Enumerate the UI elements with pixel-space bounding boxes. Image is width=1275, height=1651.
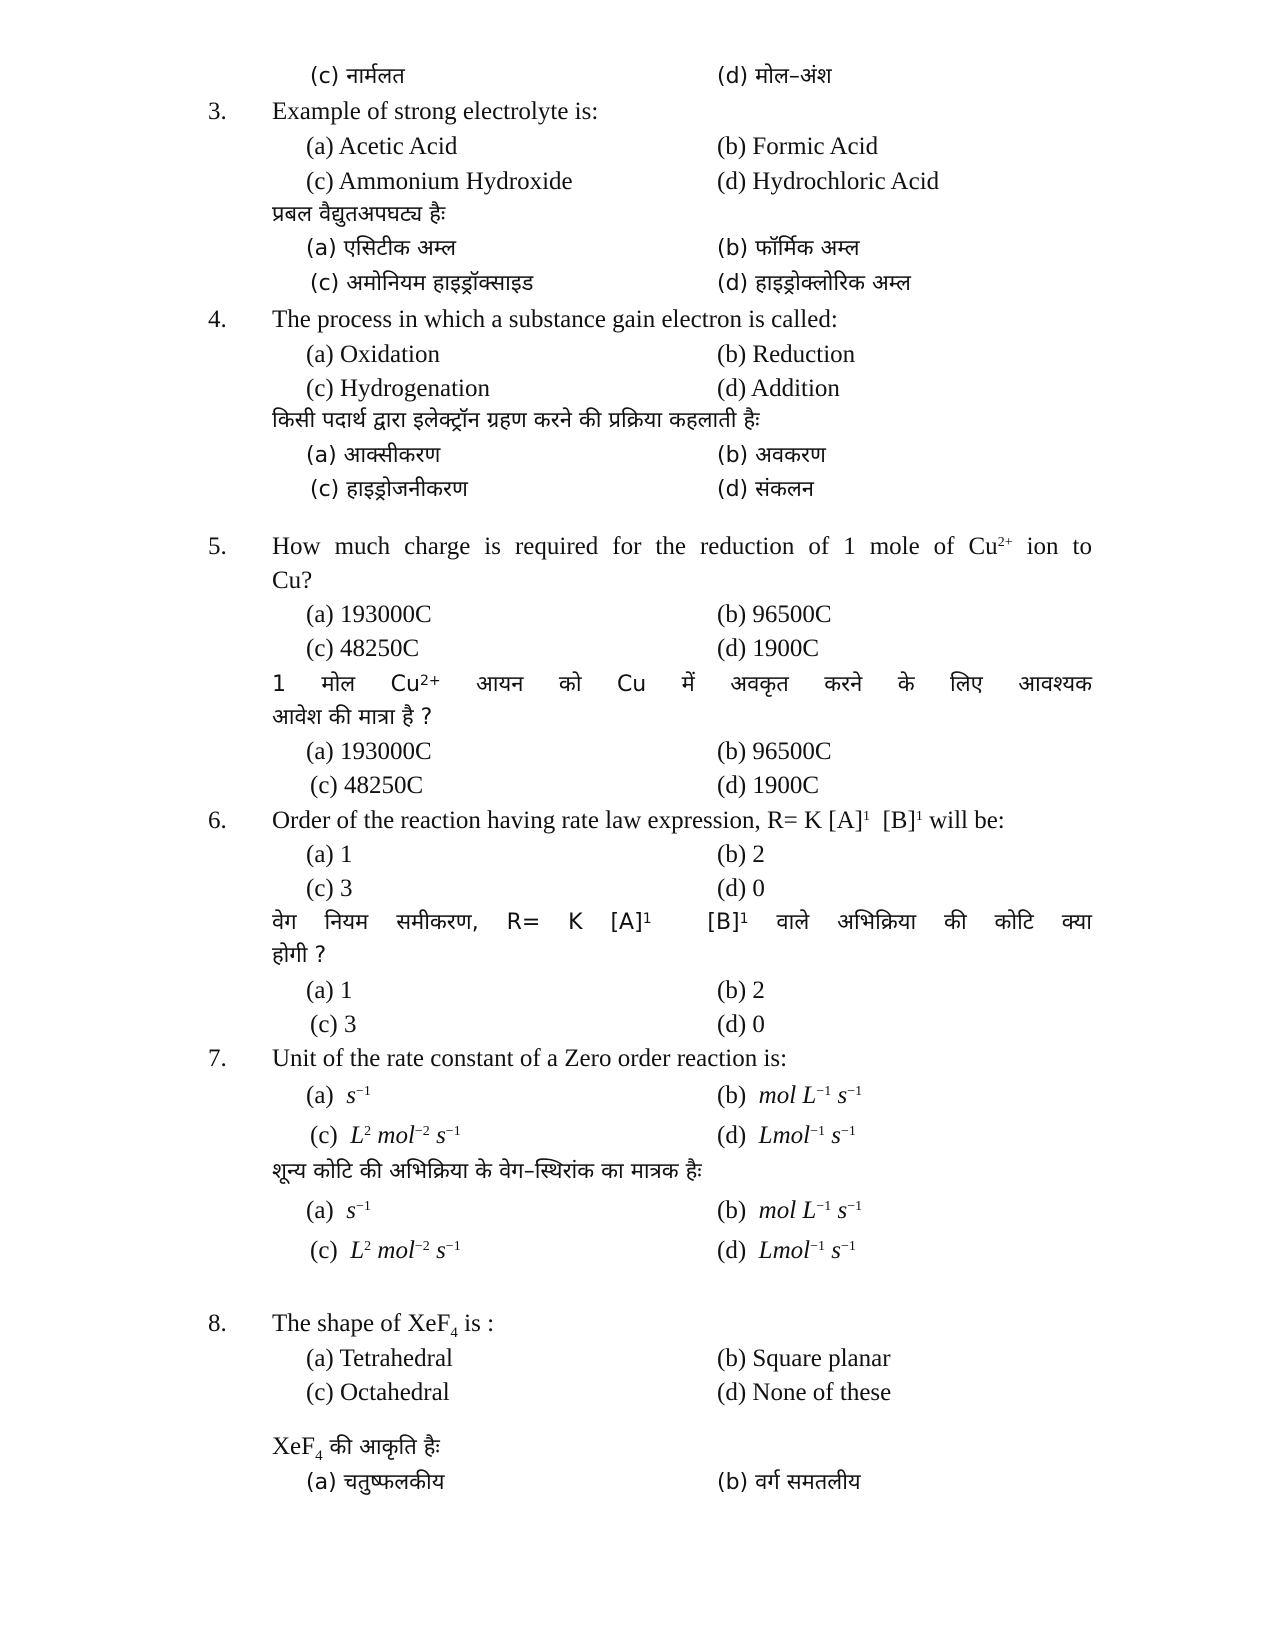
q5-stem-en bbox=[272, 532, 1092, 562]
q8-stem-hi-text: XeF bbox=[272, 1433, 316, 1460]
q5-option-d-hi: (d) 1900C bbox=[717, 772, 820, 799]
q7-option-a-hi bbox=[306, 1196, 371, 1226]
q6-option-d-hi: (d) 0 bbox=[717, 1011, 765, 1038]
q7-exp: −1 bbox=[840, 1239, 856, 1254]
q7-label-b: (b) bbox=[717, 1082, 747, 1109]
q6-option-b-en: (b) 2 bbox=[717, 841, 765, 868]
q7-exp: −1 bbox=[816, 1084, 832, 1099]
q6-order-b-sup-hi: 1 bbox=[739, 911, 749, 927]
q7-option-b-hi bbox=[717, 1196, 862, 1226]
q7-unit-L: L bbox=[758, 1122, 773, 1149]
q7-label-a: (a) bbox=[306, 1197, 334, 1224]
q4-number: 4. bbox=[208, 306, 227, 333]
q7-unit-L: L bbox=[350, 1122, 365, 1149]
q7-unit-s: s bbox=[346, 1082, 356, 1109]
q7-unit-L: L bbox=[802, 1082, 817, 1109]
q5-stem-hi-text: 1 मोल Cu bbox=[272, 672, 420, 697]
q3-option-c-en: (c) Ammonium Hydroxide bbox=[306, 168, 573, 195]
q6-stem-hi-text: वेग नियम समीकरण, R= K [A] bbox=[272, 910, 643, 935]
q4-option-b-hi: (b) अवकरण bbox=[717, 443, 826, 468]
q6-option-d-en: (d) 0 bbox=[717, 875, 765, 902]
q5-option-d-en: (d) 1900C bbox=[717, 635, 820, 662]
q3-number: 3. bbox=[208, 98, 227, 125]
q7-unit-s: s bbox=[346, 1197, 356, 1224]
q7-unit-mol: mol bbox=[772, 1122, 811, 1149]
q4-option-b-en: (b) Reduction bbox=[717, 341, 856, 368]
q3-option-a-en: (a) Acetic Acid bbox=[306, 133, 458, 160]
q3-stem-hi: प्रबल वैद्युतअपघट्य हैः bbox=[272, 202, 446, 227]
q7-label-c: (c) bbox=[310, 1237, 338, 1264]
q7-stem-hi: शून्य कोटि की अभिक्रिया के वेग–स्थिरांक का मात्रक हैः bbox=[272, 1159, 702, 1184]
q7-option-a-en bbox=[306, 1081, 371, 1111]
q7-label-b: (b) bbox=[717, 1197, 747, 1224]
q6-stem-hi-b: [B] bbox=[651, 910, 740, 935]
q4-option-a-hi: (a) आक्सीकरण bbox=[306, 443, 441, 468]
q5-option-b-en: (b) 96500C bbox=[717, 601, 832, 628]
q7-exp: −2 bbox=[414, 1124, 430, 1139]
q7-exp: −2 bbox=[414, 1239, 430, 1254]
q7-unit-L: L bbox=[350, 1237, 365, 1264]
q7-option-c-hi bbox=[310, 1236, 461, 1266]
q8-subscript-hi: 4 bbox=[315, 1448, 323, 1464]
q8-stem-en-tail: is : bbox=[457, 1310, 495, 1337]
q5-stem-hi-line2: आवेश की मात्रा है ? bbox=[272, 705, 433, 730]
q7-unit-L: L bbox=[802, 1197, 817, 1224]
q7-unit-mol: mol bbox=[377, 1237, 415, 1264]
q7-exp: −1 bbox=[840, 1124, 856, 1139]
q7-exp: −1 bbox=[810, 1239, 825, 1254]
q2-option-c: (c) नार्मलत bbox=[310, 64, 405, 89]
q6-stem-en-text: Order of the reaction having rate law expression, R= K [A] bbox=[272, 807, 863, 834]
q6-option-a-hi: (a) 1 bbox=[306, 977, 353, 1004]
q7-label-d: (d) bbox=[717, 1237, 747, 1264]
q8-option-c-en: (c) Octahedral bbox=[306, 1379, 450, 1406]
q5-option-a-hi: (a) 193000C bbox=[306, 738, 432, 765]
q6-number: 6. bbox=[208, 807, 227, 834]
q5-charge-sup: 2+ bbox=[997, 535, 1013, 550]
q7-exp: 2 bbox=[364, 1124, 372, 1139]
q7-exp: −1 bbox=[355, 1084, 371, 1099]
q6-option-b-hi: (b) 2 bbox=[717, 977, 765, 1004]
q8-option-b-en: (b) Square planar bbox=[717, 1345, 891, 1372]
q8-stem-hi bbox=[272, 1432, 440, 1465]
q7-label-d: (d) bbox=[717, 1122, 747, 1149]
q4-option-a-en: (a) Oxidation bbox=[306, 341, 440, 368]
q6-stem-hi-line2: होगी ? bbox=[272, 943, 327, 968]
q4-stem-en: The process in which a substance gain electron is called: bbox=[272, 306, 838, 333]
q7-exp: −1 bbox=[847, 1199, 863, 1214]
q6-option-c-hi: (c) 3 bbox=[310, 1011, 357, 1038]
q7-exp: −1 bbox=[355, 1199, 371, 1214]
q7-unit-s: s bbox=[831, 1122, 841, 1149]
q7-exp: −1 bbox=[445, 1124, 461, 1139]
q8-subscript: 4 bbox=[450, 1325, 458, 1341]
q3-option-a-hi: (a) एसिटीक अम्ल bbox=[306, 236, 457, 261]
q6-stem-hi bbox=[272, 908, 1092, 938]
q8-option-a-en: (a) Tetrahedral bbox=[306, 1345, 453, 1372]
q7-unit-mol: mol bbox=[758, 1082, 797, 1109]
q8-stem-en-text: The shape of XeF bbox=[272, 1310, 451, 1337]
q5-stem-hi-tail: आयन को Cu में अवकृत करने के लिए आवश्यक bbox=[440, 672, 1092, 697]
q5-stem-en-tail: ion to bbox=[1012, 533, 1092, 560]
q8-stem-hi-tail: की आकृति हैः bbox=[322, 1435, 440, 1460]
q6-order-b-sup: 1 bbox=[915, 809, 923, 824]
q8-option-a-hi: (a) चतुष्फलकीय bbox=[306, 1470, 445, 1495]
q8-stem-en bbox=[272, 1309, 494, 1342]
q5-stem-en-text: How much charge is required for the reduction of 1 mole of Cu bbox=[272, 533, 998, 560]
q7-unit-s: s bbox=[436, 1237, 446, 1264]
q4-option-c-hi: (c) हाइड्रोजनीकरण bbox=[310, 477, 468, 502]
q4-option-c-en: (c) Hydrogenation bbox=[306, 375, 490, 402]
q5-number: 5. bbox=[208, 533, 227, 560]
q5-stem-en-line2: Cu? bbox=[272, 567, 313, 594]
q3-option-b-hi: (b) फॉर्मिक अम्ल bbox=[717, 236, 860, 261]
q2-option-d: (d) मोल–अंश bbox=[717, 64, 832, 89]
q6-option-c-en: (c) 3 bbox=[306, 875, 353, 902]
q8-number: 8. bbox=[208, 1310, 227, 1337]
q3-option-d-hi: (d) हाइड्रोक्लोरिक अम्ल bbox=[717, 271, 911, 296]
q5-charge-sup-hi: 2+ bbox=[419, 673, 441, 689]
q6-option-a-en: (a) 1 bbox=[306, 841, 353, 868]
q7-exp: 2 bbox=[364, 1239, 372, 1254]
q7-option-d-hi bbox=[717, 1236, 856, 1266]
q8-option-b-hi: (b) वर्ग समतलीय bbox=[717, 1470, 861, 1495]
q5-option-c-hi: (c) 48250C bbox=[310, 772, 424, 799]
q7-unit-mol: mol bbox=[772, 1237, 811, 1264]
q7-unit-s: s bbox=[436, 1122, 446, 1149]
q7-unit-L: L bbox=[758, 1237, 773, 1264]
q6-stem-hi-tail: वाले अभिक्रिया की कोटि क्या bbox=[748, 910, 1093, 935]
q6-stem-en-tail: will be: bbox=[922, 807, 1005, 834]
q7-number: 7. bbox=[208, 1045, 227, 1072]
q7-option-d-en bbox=[717, 1121, 856, 1151]
q7-exp: −1 bbox=[810, 1124, 825, 1139]
q7-unit-s: s bbox=[831, 1237, 841, 1264]
q5-option-b-hi: (b) 96500C bbox=[717, 738, 832, 765]
q7-label-a: (a) bbox=[306, 1082, 334, 1109]
q6-order-a-sup-hi: 1 bbox=[642, 911, 652, 927]
q7-option-c-en bbox=[310, 1121, 461, 1151]
q4-option-d-en: (d) Addition bbox=[717, 375, 840, 402]
q7-exp: −1 bbox=[816, 1199, 832, 1214]
q4-option-d-hi: (d) संकलन bbox=[717, 477, 815, 502]
q6-stem-en-b: [B] bbox=[869, 807, 916, 834]
q7-label-c: (c) bbox=[310, 1122, 338, 1149]
q3-option-d-en: (d) Hydrochloric Acid bbox=[717, 168, 940, 195]
q6-order-a-sup: 1 bbox=[862, 809, 870, 824]
q7-option-b-en bbox=[717, 1081, 862, 1111]
q7-exp: −1 bbox=[445, 1239, 461, 1254]
q8-option-d-en: (d) None of these bbox=[717, 1379, 892, 1406]
q3-option-b-en: (b) Formic Acid bbox=[717, 133, 879, 160]
q4-stem-hi: किसी पदार्थ द्वारा इलेक्ट्रॉन ग्रहण करने की प्रक्रिया कहलाती हैः bbox=[272, 408, 760, 433]
q7-exp: −1 bbox=[847, 1084, 863, 1099]
q3-stem-en: Example of strong electrolyte is: bbox=[272, 98, 599, 125]
q6-stem-en bbox=[272, 806, 1005, 836]
q5-option-a-en: (a) 193000C bbox=[306, 601, 432, 628]
q7-stem-en: Unit of the rate constant of a Zero order reaction is: bbox=[272, 1045, 788, 1072]
q5-option-c-en: (c) 48250C bbox=[306, 635, 420, 662]
q7-unit-mol: mol bbox=[758, 1197, 797, 1224]
q7-unit-s: s bbox=[837, 1197, 848, 1224]
q7-unit-s: s bbox=[837, 1082, 848, 1109]
q3-option-c-hi: (c) अमोनियम हाइड्रॉक्साइड bbox=[310, 271, 534, 296]
q7-unit-mol: mol bbox=[377, 1122, 415, 1149]
q5-stem-hi bbox=[272, 670, 1092, 700]
